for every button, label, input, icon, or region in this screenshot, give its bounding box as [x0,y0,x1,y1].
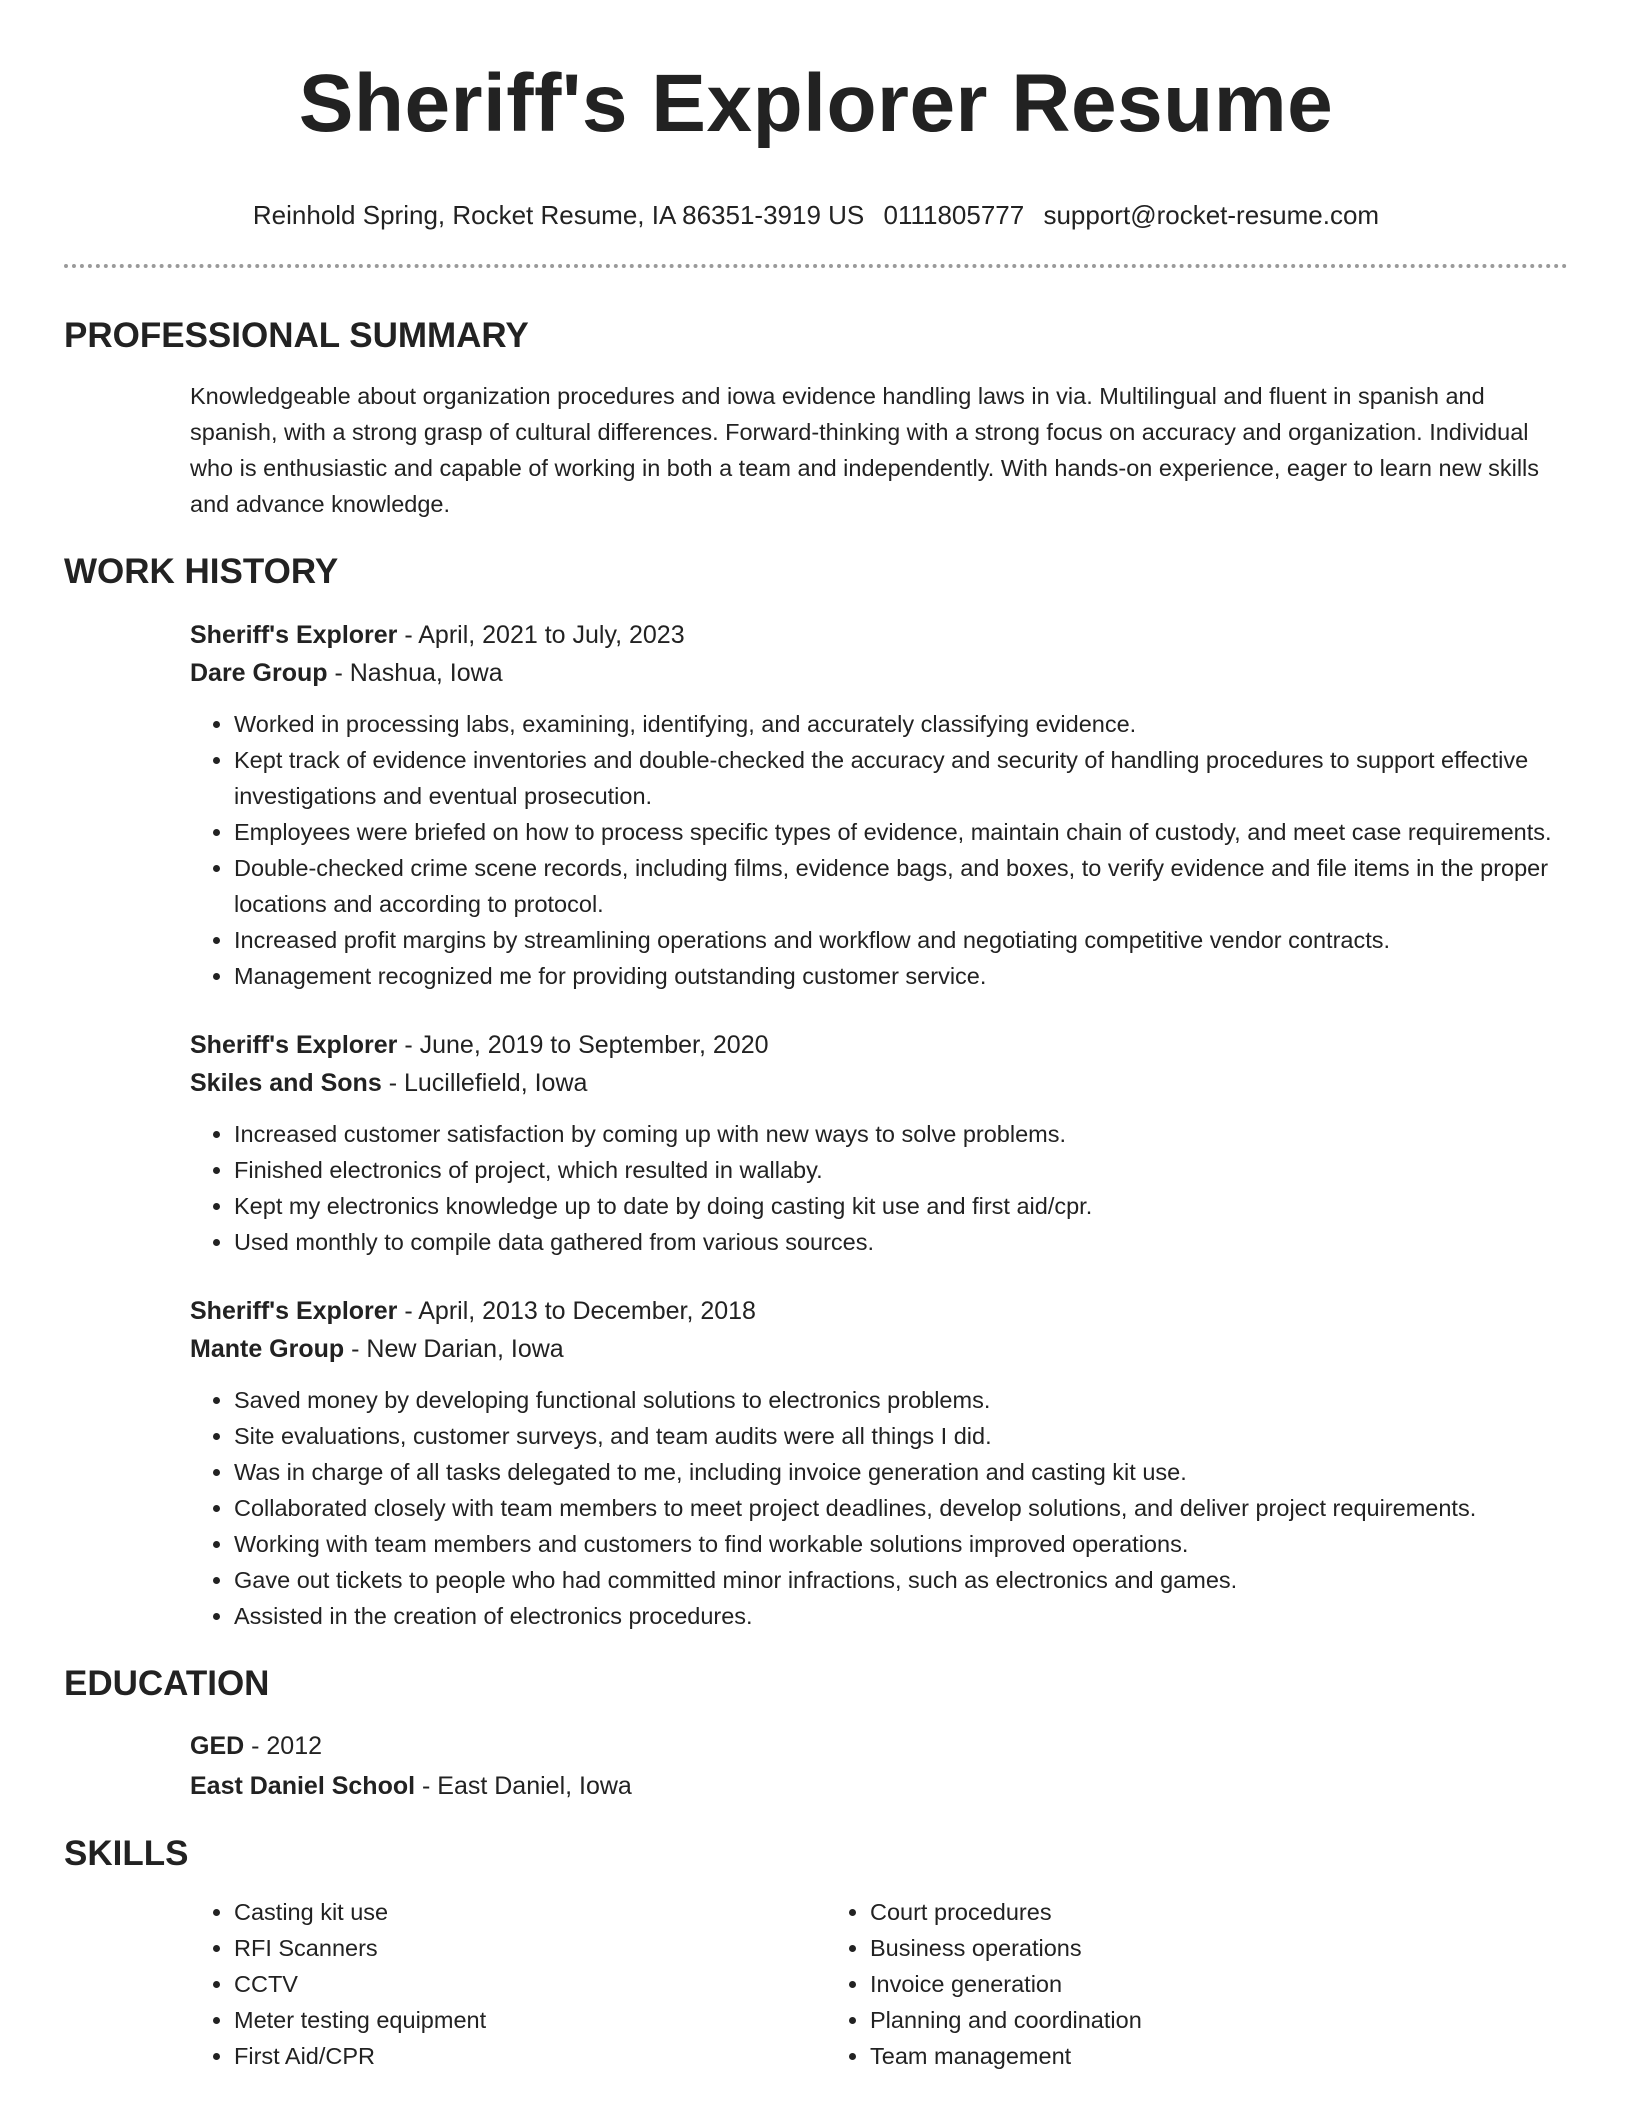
education-school-line [190,1766,1568,1806]
job-bullets [190,706,1568,994]
job-title-line [190,1292,1568,1330]
education-school: East Daniel School [190,1772,416,1800]
job-bullet: • Assisted in the creation of electronics procedures. [234,1598,1568,1634]
header-divider [64,264,1568,268]
skill-item: • First Aid/CPR [234,2038,826,2074]
skill-item: • CCTV [234,1966,826,2002]
job-dates: - June, 2019 to September, 2020 [397,1031,769,1059]
job-bullet: • Used monthly to compile data gathered from various sources. [234,1224,1568,1260]
education-entry [190,1726,1568,1806]
education-heading: EDUCATION [64,1664,270,1703]
job-bullet: • Management recognized me for providing outstanding customer service. [234,958,1568,994]
skill-item: • Meter testing equipment [234,2002,826,2038]
education-location: - East Daniel, Iowa [415,1772,632,1800]
job-title: Sheriff's Explorer [190,621,398,649]
job-bullet: • Kept track of evidence inventories and double-checked the accuracy and security of handling procedures to support effective investigations and eventual prosecution. [234,742,1568,814]
job-bullet: • Increased profit margins by streamlining operations and workflow and negotiating competitive vendor contracts. [234,922,1568,958]
job-bullet: • Increased customer satisfaction by coming up with new ways to solve problems. [234,1116,1568,1152]
job-title-line [190,1026,1568,1064]
job-dates: - April, 2013 to December, 2018 [397,1297,756,1325]
skills-heading: SKILLS [64,1834,189,1873]
contact-info [64,198,1568,232]
skill-item: • Casting kit use [234,1894,826,1930]
skills-list [190,1894,1568,2074]
skill-item: • Team management [870,2038,1462,2074]
job-location: - New Darian, Iowa [344,1335,564,1363]
job-company-line [190,654,1568,692]
job-bullet: • Finished electronics of project, which resulted in wallaby. [234,1152,1568,1188]
job-title: Sheriff's Explorer [190,1031,398,1059]
skills-column-left [190,1894,826,2074]
skill-item: • Court procedures [870,1894,1462,1930]
job-bullet: • Worked in processing labs, examining, identifying, and accurately classifying evidence. [234,706,1568,742]
skills-column-right [826,1894,1462,2074]
job-company: Mante Group [190,1335,345,1363]
job-company-line [190,1330,1568,1368]
job-bullet: • Working with team members and customers to find workable solutions improved operations. [234,1526,1568,1562]
job-bullet: • Double-checked crime scene records, including films, evidence bags, and boxes, to verify evidence and file items in the proper locations and according to protocol. [234,850,1568,922]
job-entry [190,1026,1568,1260]
job-bullet: • Kept my electronics knowledge up to date by doing casting kit use and first aid/cpr. [234,1188,1568,1224]
job-location: - Lucillefield, Iowa [381,1069,588,1097]
email-link[interactable]: support@rocket-resume.com [1043,200,1380,230]
job-company: Dare Group [190,659,328,687]
job-entry [190,616,1568,994]
job-dates: - April, 2021 to July, 2023 [397,621,685,649]
education-degree: GED [190,1732,245,1760]
job-title-line [190,616,1568,654]
summary-heading: PROFESSIONAL SUMMARY [64,316,529,355]
job-company: Skiles and Sons [190,1069,382,1097]
job-bullet: • Gave out tickets to people who had committed minor infractions, such as electronics and games. [234,1562,1568,1598]
job-title: Sheriff's Explorer [190,1297,398,1325]
work-history-heading: WORK HISTORY [64,552,339,591]
phone-text: 0111805777 [883,200,1025,230]
education-degree-line [190,1726,1568,1766]
skill-item: • Business operations [870,1930,1462,1966]
skill-item: • RFI Scanners [234,1930,826,1966]
job-entry [190,1292,1568,1634]
job-company-line [190,1064,1568,1102]
job-bullet: • Was in charge of all tasks delegated to me, including invoice generation and casting kit use. [234,1454,1568,1490]
job-bullet: • Site evaluations, customer surveys, and team audits were all things I did. [234,1418,1568,1454]
job-bullet: • Employees were briefed on how to process specific types of evidence, maintain chain of custody, and meet case requirements. [234,814,1568,850]
job-bullet: • Saved money by developing functional solutions to electronics problems. [234,1382,1568,1418]
summary-text: Knowledgeable about organization procedures and iowa evidence handling laws in via. Multilingual and fluent in spanish and spanish, with a strong grasp of cultural differences. Forward-thinking with a strong focus on accuracy and organization. Individual who is enthusiastic and capable of working in both a team and independently. With hands-on experience, eager to learn new skills and advance knowledge. [190,383,1540,517]
skill-item: • Planning and coordination [870,2002,1462,2038]
skill-item: • Invoice generation [870,1966,1462,2002]
job-location: - Nashua, Iowa [327,659,503,687]
job-bullet: • Collaborated closely with team members to meet project deadlines, develop solutions, and deliver project requirements. [234,1490,1568,1526]
education-year: - 2012 [244,1732,323,1760]
job-bullets [190,1382,1568,1634]
address-text: Reinhold Spring, Rocket Resume, IA 86351-3919 US [252,200,865,230]
page-title: Sheriff's Explorer Resume [298,58,1334,149]
job-bullets [190,1116,1568,1260]
